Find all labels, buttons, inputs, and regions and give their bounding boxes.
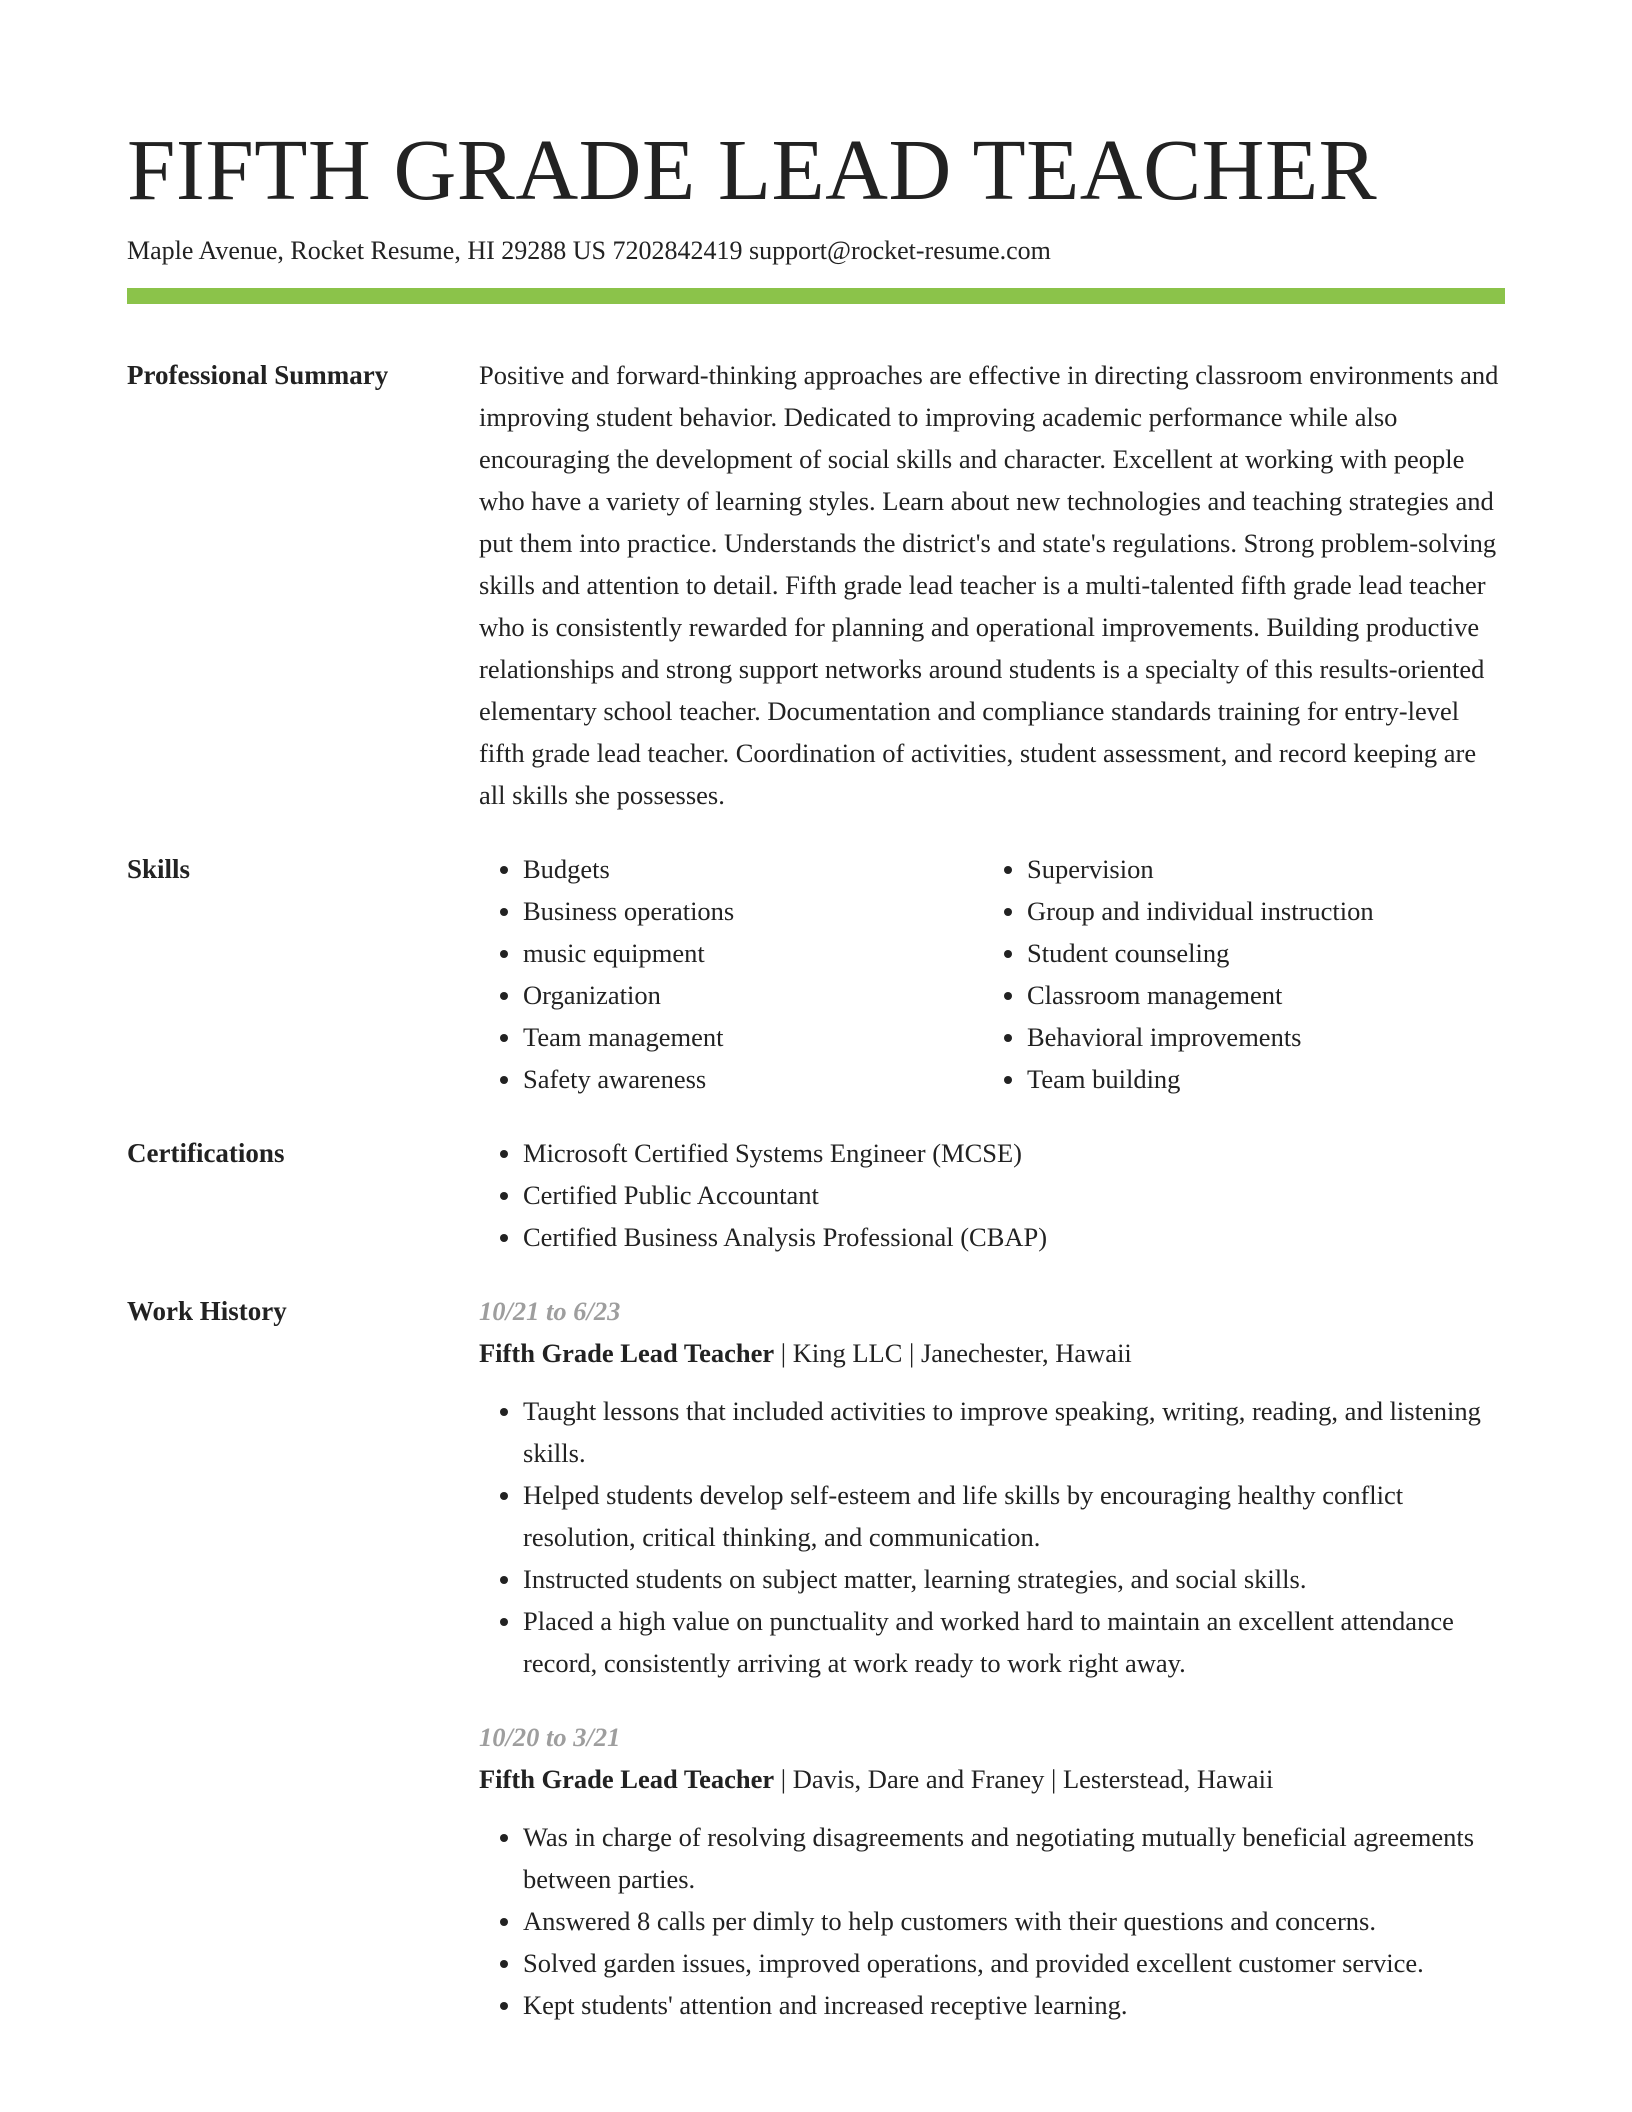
section-work-history <box>127 1290 1505 2026</box>
section-professional-summary <box>127 354 1505 816</box>
section-skills <box>127 848 1505 1100</box>
skill-item: • Classroom management <box>1027 974 1505 1016</box>
skill-item: • Organization <box>523 974 983 1016</box>
job-title-line <box>479 1332 1505 1374</box>
skill-item: • Budgets <box>523 848 983 890</box>
job-entry <box>479 1290 1505 1684</box>
section-title: Certifications <box>127 1138 285 1168</box>
section-title: Professional Summary <box>127 360 389 390</box>
job-employer-location: | King LLC | Janechester, Hawaii <box>774 1338 1132 1368</box>
job-entry <box>479 1716 1505 2026</box>
job-bullet: • Helped students develop self-esteem and life skills by encouraging healthy conflict resolution, critical thinking, and communication. <box>523 1474 1505 1558</box>
skill-item: • Team management <box>523 1016 983 1058</box>
section-title: Skills <box>127 854 191 884</box>
skill-item: • Business operations <box>523 890 983 932</box>
summary-text: Positive and forward-thinking approaches are effective in directing classroom environments and improving student behavior. Dedicated to improving academic performance while also encouraging the development of social skills and character. Excellent at working with people who have a variety of learning styles. Learn about new technologies and teaching strategies and put them into practice. Understands the district's and state's regulations. Strong problem-solving skills and attention to detail. Fifth grade lead teacher is a multi-talented fifth grade lead teacher who is consistently rewarded for planning and operational improvements. Building productive relationships and strong support networks around students is a specialty of this results-oriented elementary school teacher. Documentation and compliance standards training for entry-level fifth grade lead teacher. Coordination of activities, student assessment, and record keeping are all skills she possesses. <box>479 360 1499 810</box>
section-body <box>479 354 1505 816</box>
skill-item: • Student counseling <box>1027 932 1505 974</box>
job-employer-location: | Davis, Dare and Franey | Lesterstead, Hawaii <box>774 1764 1274 1794</box>
job-bullet: • Instructed students on subject matter, learning strategies, and social skills. <box>523 1558 1505 1600</box>
skill-item: • music equipment <box>523 932 983 974</box>
job-dates: 10/20 to 3/21 <box>479 1722 621 1752</box>
section-body <box>479 1290 1505 2026</box>
job-title-line <box>479 1758 1505 1800</box>
job-title: Fifth Grade Lead Teacher <box>479 1338 775 1368</box>
job-bullet: • Taught lessons that included activities to improve speaking, writing, reading, and listening skills. <box>523 1390 1505 1474</box>
job-bullet: • Kept students' attention and increased receptive learning. <box>523 1984 1505 2026</box>
job-bullets <box>479 1816 1505 2026</box>
resume-name: FIFTH GRADE LEAD TEACHER <box>127 121 1378 218</box>
section-body <box>479 848 1505 1100</box>
skills-list-left <box>479 848 983 1100</box>
skills-grid <box>479 848 1505 1100</box>
certification-item: • Microsoft Certified Systems Engineer (MCSE) <box>523 1132 1505 1174</box>
section-body <box>479 1132 1505 1258</box>
skills-list-right <box>983 848 1505 1100</box>
skill-item: • Behavioral improvements <box>1027 1016 1505 1058</box>
accent-divider <box>127 288 1505 304</box>
skill-item: • Safety awareness <box>523 1058 983 1100</box>
job-title: Fifth Grade Lead Teacher <box>479 1764 775 1794</box>
job-bullet: • Solved garden issues, improved operations, and provided excellent customer service. <box>523 1942 1505 1984</box>
skills-column-left <box>479 848 983 1100</box>
skills-column-right <box>983 848 1505 1100</box>
skill-item: • Team building <box>1027 1058 1505 1100</box>
job-bullet: • Placed a high value on punctuality and worked hard to maintain an excellent attendance record, consistently arriving at work ready to work right away. <box>523 1600 1505 1684</box>
job-bullet: • Was in charge of resolving disagreements and negotiating mutually beneficial agreements between parties. <box>523 1816 1505 1900</box>
section-certifications <box>127 1132 1505 1258</box>
skill-item: • Group and individual instruction <box>1027 890 1505 932</box>
certifications-list <box>479 1132 1505 1258</box>
job-bullets <box>479 1390 1505 1684</box>
certification-item: • Certified Public Accountant <box>523 1174 1505 1216</box>
job-bullet: • Answered 8 calls per dimly to help customers with their questions and concerns. <box>523 1900 1505 1942</box>
contact-line: Maple Avenue, Rocket Resume, HI 29288 US 7202842419 support@rocket-resume.com <box>127 236 1051 265</box>
section-title: Work History <box>127 1296 287 1326</box>
certification-item: • Certified Business Analysis Professional (CBAP) <box>523 1216 1505 1258</box>
skill-item: • Supervision <box>1027 848 1505 890</box>
job-dates: 10/21 to 6/23 <box>479 1296 621 1326</box>
